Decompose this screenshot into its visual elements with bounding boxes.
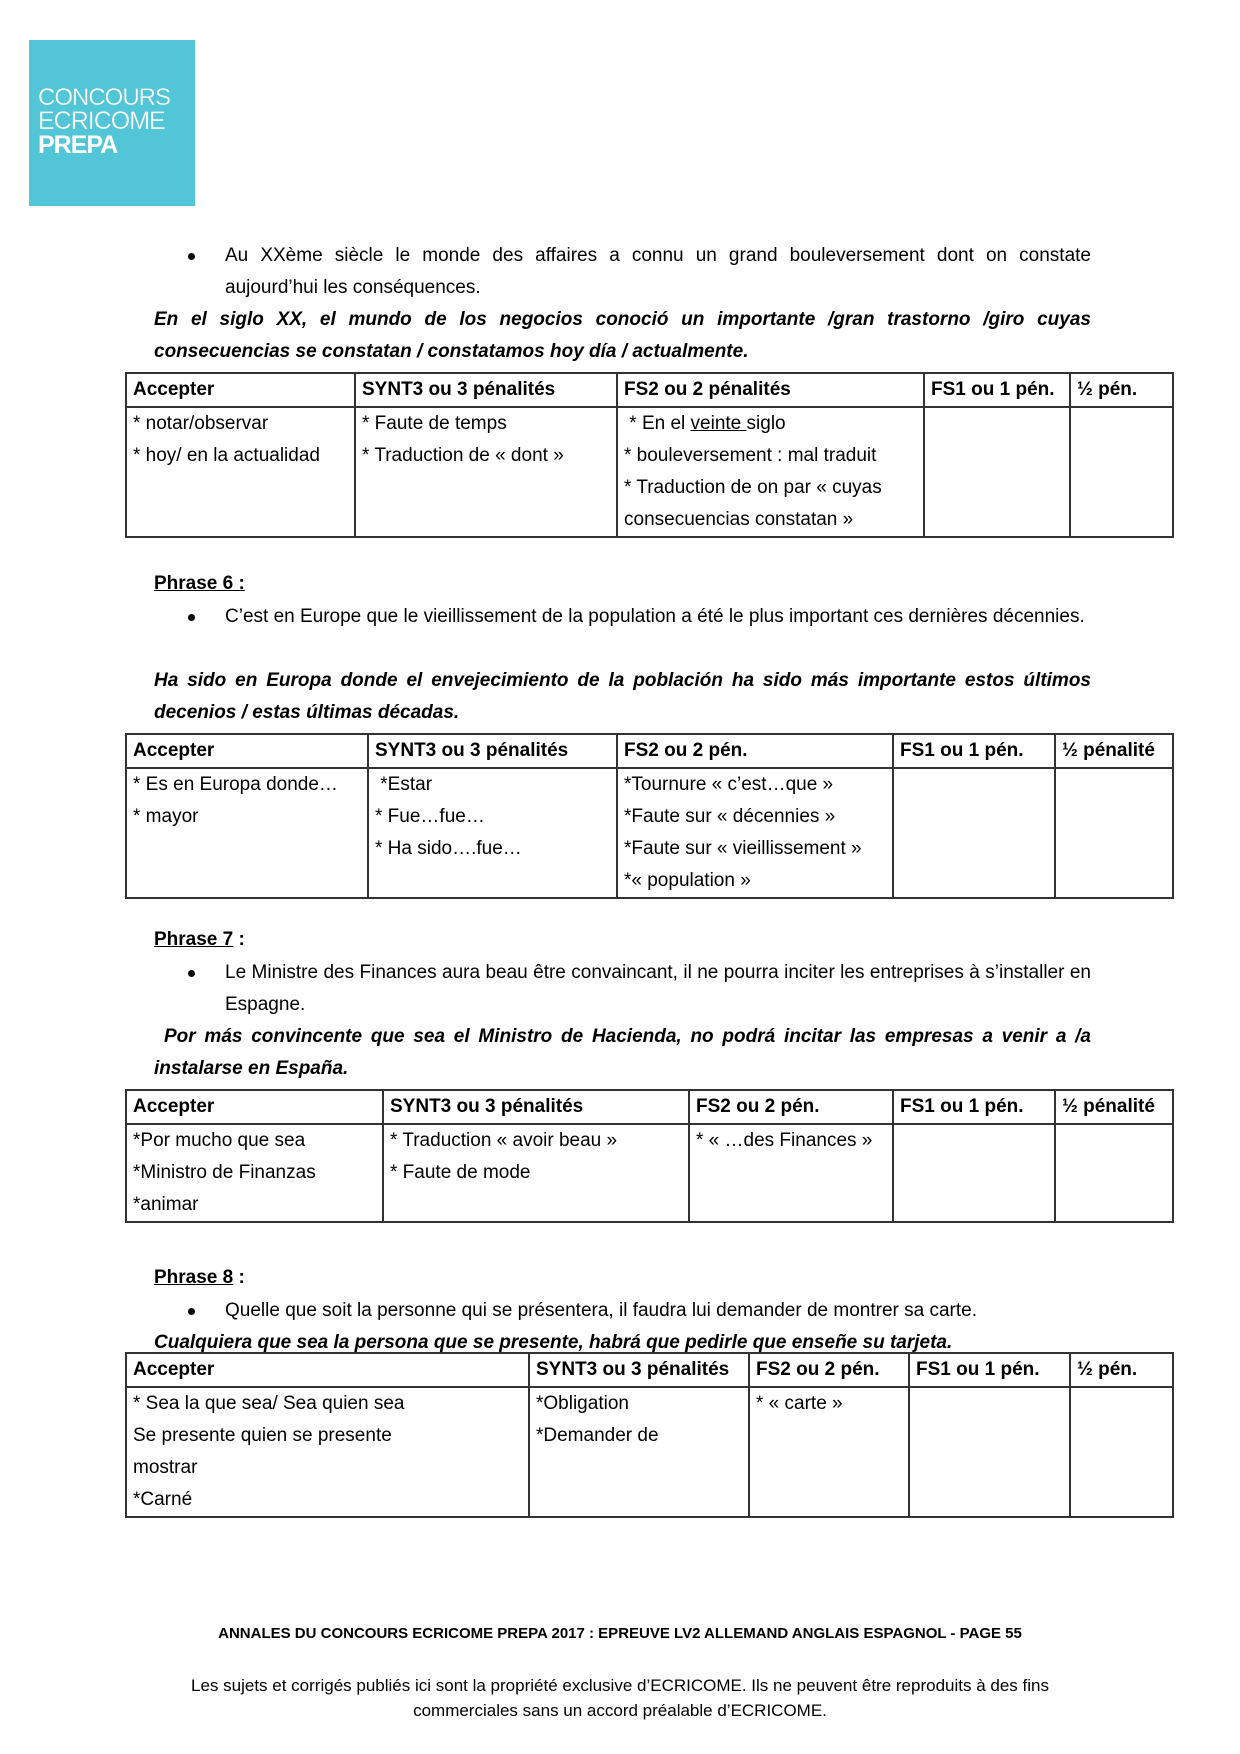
col-accepter: Accepter <box>126 1090 383 1124</box>
cell-synt3: * Faute de temps * Traduction de « dont » <box>355 407 617 537</box>
cell-fs2: * « …des Finances » <box>689 1124 893 1222</box>
bullet-icon <box>188 253 195 260</box>
phrase6-french: C’est en Europe que le vieillissement de la population a été le plus important ces dernières décennies. <box>225 606 1085 627</box>
cell-fs2: *Tournure « c’est…que » *Faute sur « décennies » *Faute sur « vieillissement » *« population » <box>617 768 893 898</box>
cell-synt3: *Estar * Fue…fue… * Ha sido….fue… <box>368 768 617 898</box>
col-accepter: Accepter <box>126 1353 529 1387</box>
phrase5-grading-table <box>125 372 1174 538</box>
col-fs1: FS1 ou 1 pén. <box>893 734 1055 768</box>
cell-fs1 <box>893 1124 1055 1222</box>
phrase5-spanish: En el siglo XX, el mundo de los negocios conoció un importante /gran trastorno /giro cuyas consecuencias se constatan / constatamos hoy día / actualmente. <box>154 309 1091 362</box>
phrase7-grading-table <box>125 1089 1174 1223</box>
phrase8-french: Quelle que soit la personne qui se présentera, il faudra lui demander de montrer sa carte. <box>225 1300 977 1321</box>
cell-half-pen <box>1070 407 1173 537</box>
col-synt3: SYNT3 ou 3 pénalités <box>383 1090 689 1124</box>
logo-line-ecricome: ECRICOME <box>38 107 165 135</box>
table-header-row <box>126 373 1173 407</box>
table-row <box>126 1387 1173 1517</box>
col-synt3: SYNT3 ou 3 pénalités <box>355 373 617 407</box>
col-fs2: FS2 ou 2 pén. <box>617 734 893 768</box>
bullet-icon <box>188 970 195 977</box>
col-fs2: FS2 ou 2 pén. <box>689 1090 893 1124</box>
phrase6-grading-table <box>125 733 1174 899</box>
table-row <box>126 407 1173 537</box>
cell-accepter: *Por mucho que sea *Ministro de Finanzas *animar <box>126 1124 383 1222</box>
underlined-word: veinte <box>690 413 747 434</box>
col-half-pen: ½ pén. <box>1070 373 1173 407</box>
col-fs1: FS1 ou 1 pén. <box>909 1353 1070 1387</box>
cell-half-pen <box>1055 768 1173 898</box>
cell-fs2: * « carte » <box>749 1387 909 1517</box>
table-header-row <box>126 1090 1173 1124</box>
phrase7-spanish: Por más convincente que sea el Ministro de Hacienda, no podrá incitar las empresas a venir a /a instalarse en España. <box>154 1026 1091 1079</box>
col-half-pen: ½ pénalité <box>1055 734 1173 768</box>
cell-accepter: * Es en Europa donde… * mayor <box>126 768 368 898</box>
cell-accepter: * notar/observar * hoy/ en la actualidad <box>126 407 355 537</box>
col-synt3: SYNT3 ou 3 pénalités <box>529 1353 749 1387</box>
page-footer-title: ANNALES DU CONCOURS ECRICOME PREPA 2017 : EPREUVE LV2 ALLEMAND ANGLAIS ESPAGNOL - PAGE 55 <box>218 1625 1022 1642</box>
cell-fs1 <box>924 407 1070 537</box>
col-accepter: Accepter <box>126 373 355 407</box>
cell-accepter: * Sea la que sea/ Sea quien sea Se presente quien se presente mostrar *Carné <box>126 1387 529 1517</box>
table-header-row <box>126 1353 1173 1387</box>
logo-line-concours: CONCOURS <box>38 84 171 111</box>
phrase8-grading-table <box>125 1352 1174 1518</box>
cell-half-pen <box>1070 1387 1173 1517</box>
table-row <box>126 768 1173 898</box>
cell-fs1 <box>909 1387 1070 1517</box>
cell-half-pen <box>1055 1124 1173 1222</box>
phrase5-french: Au XXème siècle le monde des affaires a connu un grand bouleversement dont on constate aujourd’hui les conséquences. <box>225 245 1091 298</box>
cell-synt3: * Traduction « avoir beau » * Faute de mode <box>383 1124 689 1222</box>
phrase6-heading: Phrase 6 : <box>154 573 245 594</box>
logo-line-prepa: PREPA <box>38 131 118 159</box>
col-fs1: FS1 ou 1 pén. <box>893 1090 1055 1124</box>
phrase8-heading: Phrase 8 : <box>154 1267 245 1288</box>
phrase8-spanish: Cualquiera que sea la persona que se presente, habrá que pedirle que enseñe su tarjeta. <box>154 1332 953 1353</box>
phrase7-french: Le Ministre des Finances aura beau être convaincant, il ne pourra inciter les entreprises à s’installer en Espagne. <box>225 962 1091 1015</box>
table-row <box>126 1124 1173 1222</box>
ecricome-logo <box>29 40 195 206</box>
cell-fs1 <box>893 768 1055 898</box>
bullet-icon <box>188 1308 195 1315</box>
cell-synt3: *Obligation *Demander de <box>529 1387 749 1517</box>
phrase7-heading: Phrase 7 : <box>154 929 245 950</box>
col-accepter: Accepter <box>126 734 368 768</box>
col-fs2: FS2 ou 2 pén. <box>749 1353 909 1387</box>
col-half-pen: ½ pénalité <box>1055 1090 1173 1124</box>
col-fs2: FS2 ou 2 pénalités <box>617 373 924 407</box>
cell-fs2: * En el veinte siglo * bouleversement : mal traduit * Traduction de on par « cuyas consecuencias constatan » <box>617 407 924 537</box>
col-half-pen: ½ pén. <box>1070 1353 1173 1387</box>
col-synt3: SYNT3 ou 3 pénalités <box>368 734 617 768</box>
col-fs1: FS1 ou 1 pén. <box>924 373 1070 407</box>
phrase6-spanish: Ha sido en Europa donde el envejecimiento de la población ha sido más importante estos últimos decenios / estas últimas décadas. <box>154 670 1091 723</box>
bullet-icon <box>188 614 195 621</box>
table-header-row <box>126 734 1173 768</box>
copyright-notice: Les sujets et corrigés publiés ici sont la propriété exclusive d’ECRICOME. Ils ne peuvent être reproduits à des fins commerciales sans un accord préalable d’ECRICOME. <box>191 1676 1049 1720</box>
